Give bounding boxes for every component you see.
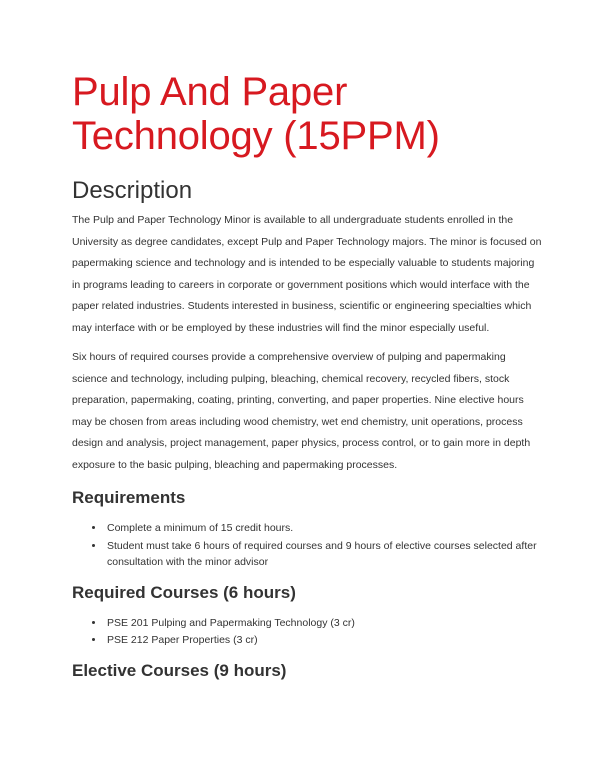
description-paragraph-1: The Pulp and Paper Technology Minor is available to all undergraduate students enrolled in the University as degree candidates, except Pulp and Paper Technology majors. The minor is focused on papermaking science and technology and is intended to be especially valuable to students majoring in programs leading to careers in corporate or government positions which would interface with the paper related industries. Students interested in business, scientific or engineering specialties which may interface with or be employed by these industries will find the minor especially useful. <box>72 214 542 334</box>
requirements-item: • Complete a minimum of 15 credit hours. <box>105 520 542 537</box>
description-heading: Description <box>72 177 193 204</box>
document-title: Pulp And Paper Technology (15PPM) <box>72 70 440 158</box>
required-course-item: • PSE 201 Pulping and Papermaking Technology (3 cr) <box>105 615 542 632</box>
description-paragraph-2: Six hours of required courses provide a comprehensive overview of pulping and papermaking science and technology, including pulping, bleaching, chemical recovery, recycled fibers, stock preparation, papermaking, coating, printing, converting, and paper properties. Nine elective hours may be chosen from areas including wood chemistry, wet end chemistry, unit operations, process design and analysis, project management, paper physics, process control, or to gain more in depth exposure to the basic pulping, bleaching and papermaking processes. <box>72 351 531 471</box>
required-courses-list <box>72 615 542 649</box>
requirements-item: • Student must take 6 hours of required courses and 9 hours of elective courses selected after consultation with the minor advisor <box>105 538 542 571</box>
required-course-item: • PSE 212 Paper Properties (3 cr) <box>105 632 542 649</box>
requirements-list <box>72 520 542 571</box>
elective-courses-heading: Elective Courses (9 hours) <box>72 660 287 680</box>
required-courses-heading: Required Courses (6 hours) <box>72 582 296 602</box>
requirements-heading: Requirements <box>72 488 186 507</box>
document-page <box>72 70 542 693</box>
